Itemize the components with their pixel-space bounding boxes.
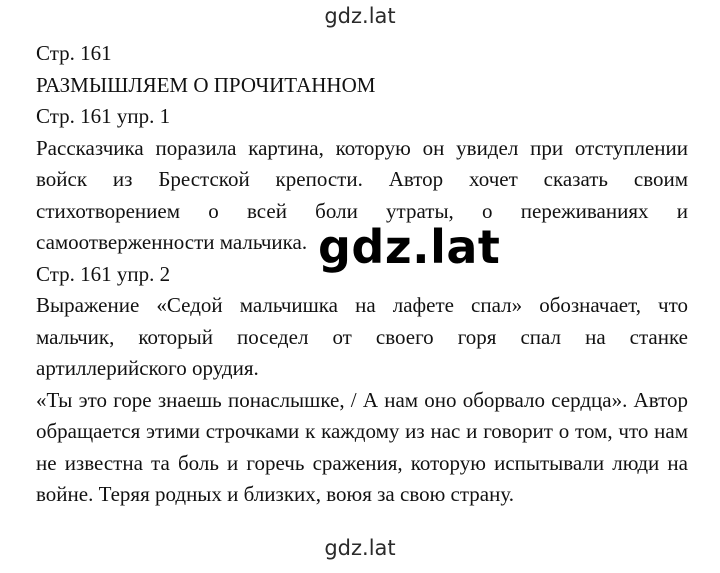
exercise-1-line: стихотворением о всей боли утраты, о переживаниях и bbox=[36, 198, 688, 223]
exercise-2-label: Стр. 161 упр. 2 bbox=[36, 261, 171, 286]
exercise-2-line: артиллерийского орудия. bbox=[36, 356, 259, 380]
watermark-bottom: gdz.lat bbox=[324, 536, 396, 560]
page-label: Стр. 161 bbox=[36, 41, 112, 65]
exercise-1-line: самоотверженности мальчика. bbox=[36, 230, 308, 254]
exercise-2-line: не известна та боль и горечь сражения, которую испытывали люди на bbox=[36, 450, 688, 475]
exercise-2-line: Выражение «Седой мальчишка на лафете спал» обозначает, что bbox=[36, 293, 688, 317]
section-title: РАЗМЫШЛЯЕМ О ПРОЧИТАННОМ bbox=[36, 72, 376, 97]
exercise-2-line: мальчик, который поседел от своего горя спал на станке bbox=[36, 324, 688, 349]
exercise-1-label: Стр. 161 упр. 1 bbox=[36, 104, 171, 128]
exercise-2-line: «Ты это горе знаешь понаслышке, / А нам оно оборвало сердца». Автор bbox=[36, 387, 688, 412]
watermark-center: gdz.lat bbox=[318, 220, 501, 274]
exercise-1-line: войск из Брестской крепости. Автор хочет сказать своим bbox=[36, 167, 688, 191]
watermark-top: gdz.lat bbox=[324, 4, 396, 28]
document-body bbox=[36, 38, 688, 511]
exercise-2-line: войне. Теряя родных и близких, воюя за свою страну. bbox=[36, 482, 514, 506]
exercise-1-line: Рассказчика поразила картина, которую он увидел при отступлении bbox=[36, 135, 688, 160]
exercise-2-line: обращается этими строчками к каждому из нас и говорит о том, что нам bbox=[36, 419, 688, 443]
